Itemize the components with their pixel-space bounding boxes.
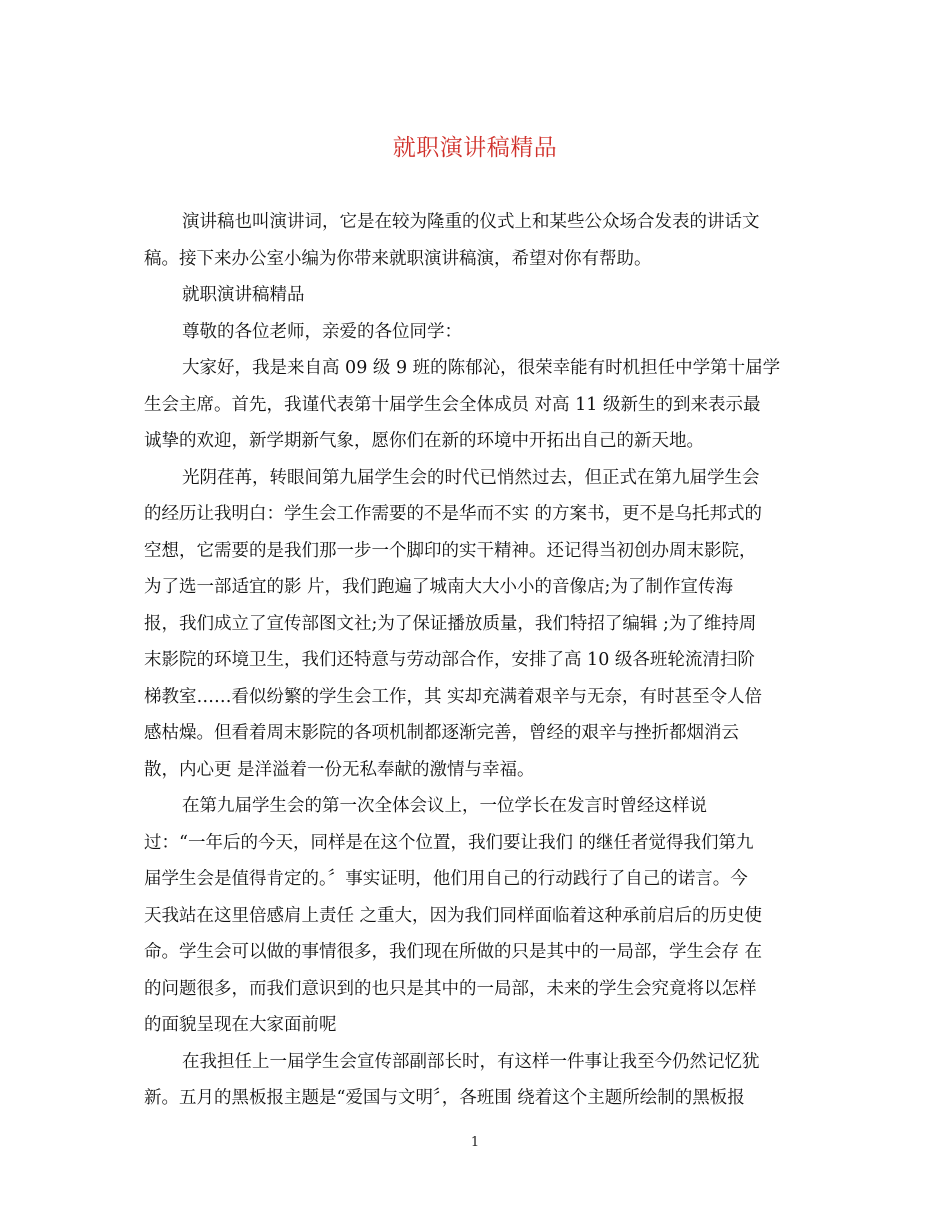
body-line: 天我站在这里倍感肩上责任 之重大，因为我们同样面临着这种承前启后的历史使 (144, 905, 763, 926)
document-title: 就职演讲稿精品 (392, 135, 558, 161)
body-line: 生会主席。首先，我谨代表第十届学生会全体成员 对高 11 级新生的到来表示最 (144, 394, 761, 415)
body-line: 诚挚的欢迎，新学期新气象，愿你们在新的环境中开拓出自己的新天地。 (144, 431, 704, 451)
body-line: 命。学生会可以做的事情很多，我们现在所做的只是其中的一局部，学生会存 在 (144, 942, 763, 962)
body-line: 在第九届学生会的第一次全体会议上，一位学长在发言时曾经这样说 (182, 796, 707, 816)
body-line: 大家好，我是来自高 09 级 9 班的陈郁沁，很荣幸能有时机担任中学第十届学 (182, 358, 781, 378)
body-line: 过：“一年后的今天，同样是在这个位置，我们要让我们 的继任者觉得我们第九 (144, 832, 754, 853)
body-line: 稿。接下来办公室小编为你带来就职演讲稿演，希望对你有帮助。 (144, 248, 652, 269)
page-number: 1 (470, 1135, 480, 1150)
body-line: 的面貌呈现在大家面前呢 (144, 1015, 337, 1035)
body-line: 演讲稿也叫演讲词，它是在较为隆重的仪式上和某些公众场合发表的讲话文 (182, 212, 760, 232)
body-line: 届学生会是值得肯定的。〞事实证明，他们用自己的行动践行了自己的诺言。今 (144, 869, 748, 889)
body-line: 报，我们成立了宣传部图文社;为了保证播放质量，我们特招了编辑 ;为了维持周 (144, 613, 757, 634)
salutation: 尊敬的各位老师，亲爱的各位同学： (182, 321, 462, 342)
body-line: 在我担任上一届学生会宣传部副部长时，有这样一件事让我至今仍然记忆犹 (182, 1051, 760, 1072)
body-line: 梯教室……看似纷繁的学生会工作，其 实却充满着艰辛与无奈，有时甚至令人倍 (144, 686, 763, 707)
body-line: 光阴荏苒，转眼间第九届学生会的时代已悄然过去，但正式在第九届学生会 (182, 467, 760, 488)
body-line: 散，内心更 是洋溢着一份无私奉献的激情与幸福。 (144, 759, 535, 780)
document-body (144, 204, 806, 1117)
body-line: 末影院的环境卫生，我们还特意与劳动部合作，安排了高 10 级各班轮流清扫阶 (144, 650, 755, 670)
body-line: 的问题很多，而我们意识到的也只是其中的一局部，未来的学生会究竟将以怎样 (144, 978, 757, 999)
body-line: 新。五月的黑板报主题是“爱国与文明〞，各班围 绕着这个主题所绘制的黑板报 (144, 1088, 745, 1108)
section-heading: 就职演讲稿精品 (182, 285, 305, 305)
body-line: 为了选一部适宜的影 片，我们跑遍了城南大大小小的音像店;为了制作宣传海 (144, 577, 733, 597)
body-line: 感枯燥。但看着周末影院的各项机制都逐渐完善，曾经的艰辛与挫折都烟消云 (144, 723, 739, 743)
body-line: 的经历让我明白：学生会工作需要的不是华而不实 的方案书，更不是乌托邦式的 (144, 504, 763, 524)
body-line: 空想，它需要的是我们那一步一个脚印的实干精神。还记得当初创办周末影院， (144, 540, 757, 561)
